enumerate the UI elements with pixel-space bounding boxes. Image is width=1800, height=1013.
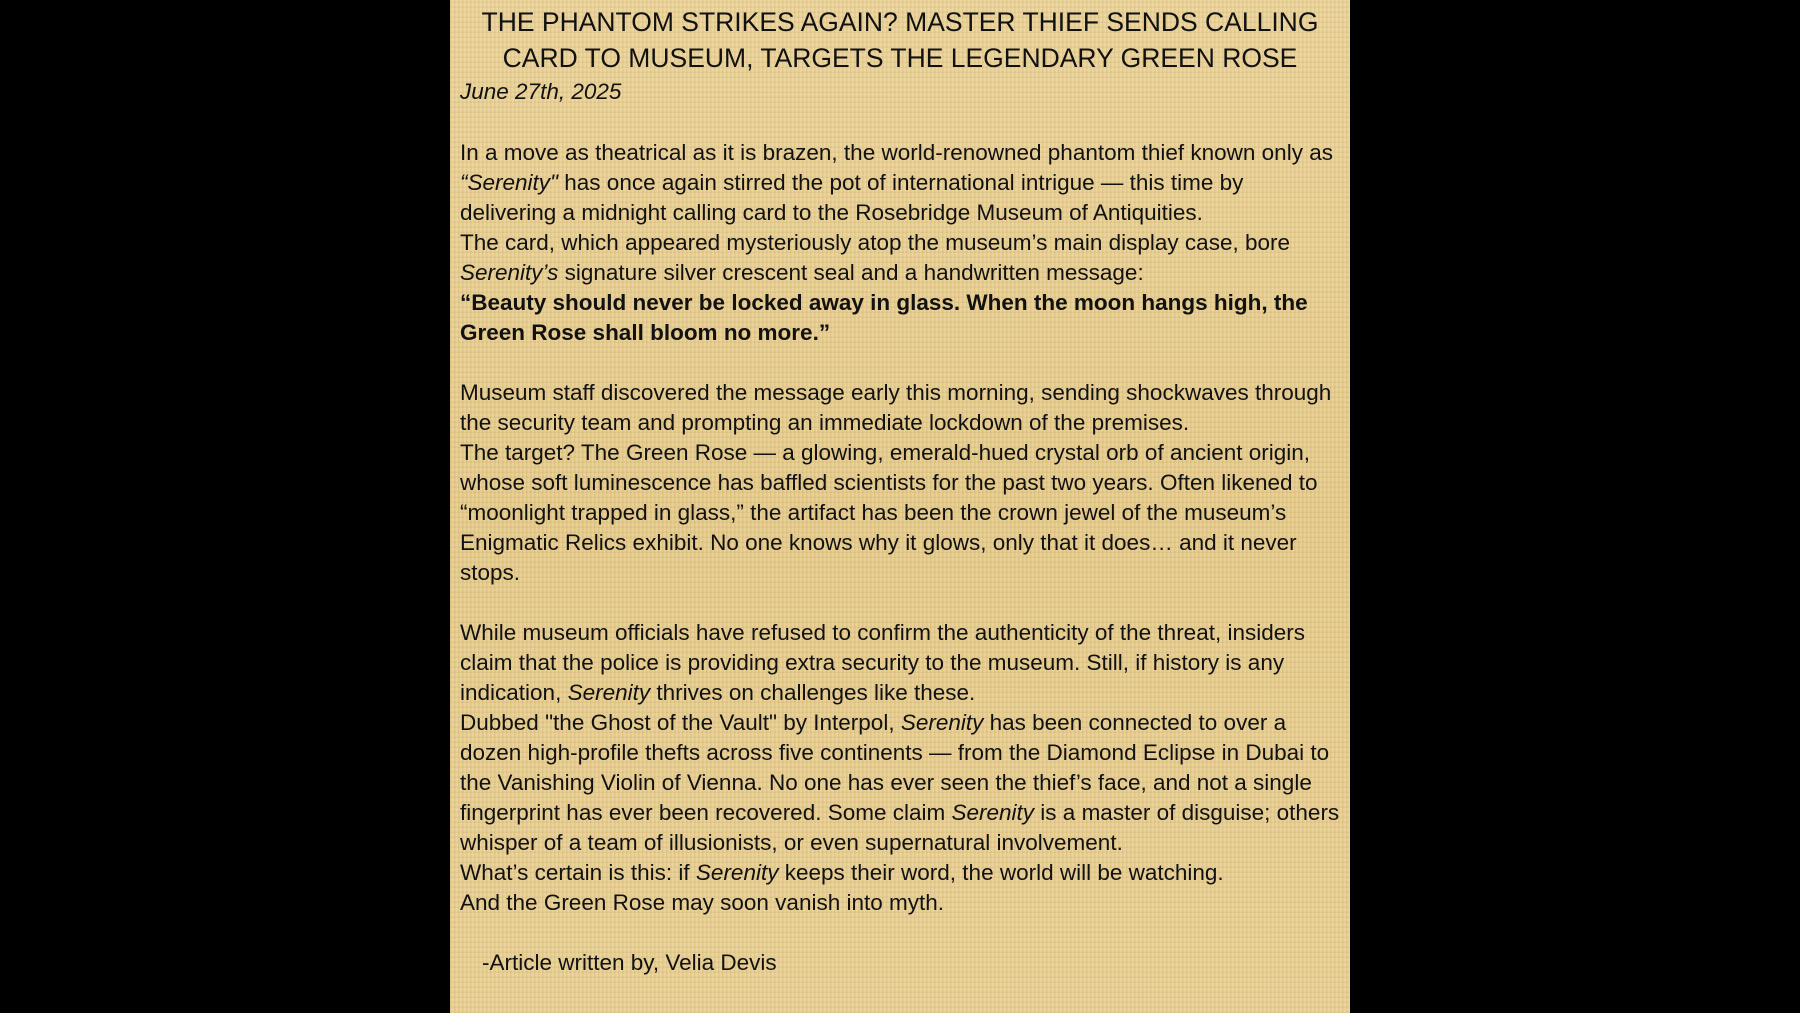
paragraph-target: The target? The Green Rose — a glowing, emerald-hued crystal orb of ancient origin, whose soft luminescence has baffled scientists for the past two years. Often likened to “moonlight trapped in glass,” the artifact has been the crown jewel of the museum’s Enigmatic Relics exhibit. No one knows why it glows, only that it does… and it never stops. bbox=[460, 440, 1318, 585]
paragraph-interpol-text-e: is a master of disguise; others whisper of a team of illusionists, or even supernatural involvement. bbox=[460, 800, 1340, 855]
spacer bbox=[460, 918, 1340, 948]
paragraph-intro-text-c: has once again stirred the pot of international intrigue — this time by delivering a midnight calling card to the Rosebridge Museum of Antiquities. bbox=[460, 170, 1244, 225]
thief-name-emphasis: Serenity bbox=[900, 710, 984, 735]
paragraph-card-text-c: signature silver crescent seal and a handwritten message: bbox=[558, 260, 1144, 285]
thief-name-emphasis: “Serenity" bbox=[460, 170, 559, 195]
paragraph-interpol-text-a: Dubbed "the Ghost of the Vault" by Interpol, bbox=[460, 710, 901, 735]
paragraph-card bbox=[460, 228, 1340, 288]
byline: -Article written by, Velia Devis bbox=[482, 950, 777, 975]
spacer bbox=[460, 588, 1340, 618]
paragraph-staff: Museum staff discovered the message early this morning, sending shockwaves through the security team and prompting an immediate lockdown of the premises. bbox=[460, 380, 1332, 435]
paragraph-officials bbox=[460, 618, 1340, 708]
paragraph-officials-text-c: thrives on challenges like these. bbox=[650, 680, 976, 705]
spacer bbox=[460, 108, 1340, 138]
paragraph-certain bbox=[460, 858, 1340, 888]
paragraph-interpol-text-c: has been connected to over a dozen high-profile thefts across five continents — from the Diamond Eclipse in Dubai to the Vanishing Violin of Vienna. No one has ever seen the thief’s face, and not a single fingerprint has ever been recovered. Some claim bbox=[460, 710, 1330, 825]
paragraph-intro-text-a: In a move as theatrical as it is brazen, the world-renowned phantom thief known only as bbox=[460, 140, 1333, 165]
paragraph-intro bbox=[460, 138, 1340, 228]
paragraph-interpol bbox=[460, 708, 1340, 858]
paragraph-certain-text-c: keeps their word, the world will be watching. bbox=[778, 860, 1224, 885]
thief-name-emphasis: Serenity bbox=[695, 860, 779, 885]
article-date: June 27th, 2025 bbox=[460, 79, 622, 104]
thief-name-emphasis: Serenity bbox=[567, 680, 651, 705]
headline: THE PHANTOM STRIKES AGAIN? MASTER THIEF SENDS CALLING CARD TO MUSEUM, TARGETS THE LEGENDARY GREEN ROSE bbox=[481, 7, 1319, 73]
spacer bbox=[460, 348, 1340, 378]
paragraph-certain-text-a: What’s certain is this: if bbox=[460, 860, 696, 885]
paragraph-card-text-a: The card, which appeared mysteriously atop the museum’s main display case, bore bbox=[460, 230, 1290, 255]
article-page bbox=[450, 0, 1350, 1013]
paragraph-officials-text-a: While museum officials have refused to confirm the authenticity of the threat, insiders claim that the police is providing extra security to the museum. Still, if history is any indication, bbox=[460, 620, 1305, 705]
thief-name-emphasis: Serenity’s bbox=[460, 260, 559, 285]
thief-name-emphasis: Serenity bbox=[951, 800, 1035, 825]
paragraph-closing: And the Green Rose may soon vanish into myth. bbox=[460, 890, 945, 915]
calling-card-quote: “Beauty should never be locked away in glass. When the moon hangs high, the Green Rose shall bloom no more.” bbox=[460, 290, 1308, 345]
